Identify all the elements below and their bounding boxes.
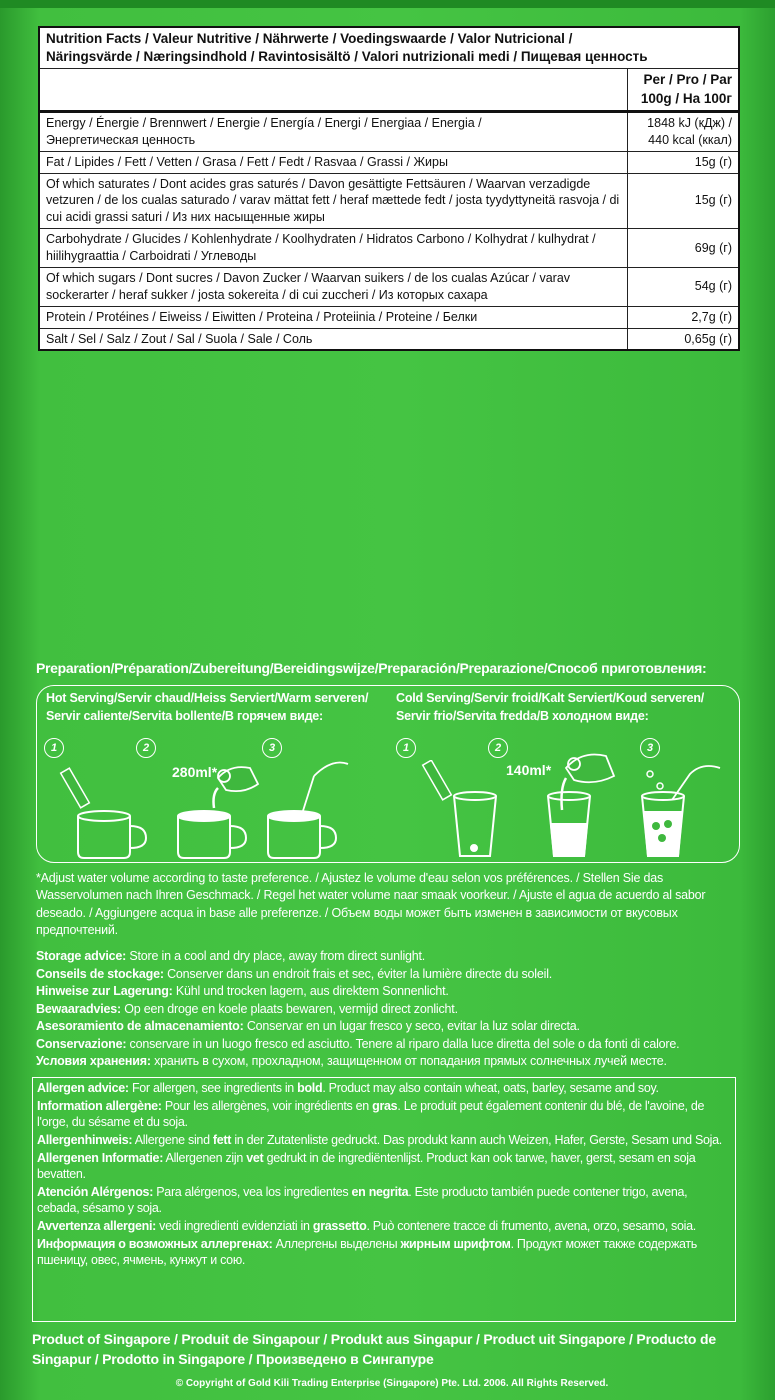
allergen-line xyxy=(37,1184,731,1217)
allergen-bold-word: vet xyxy=(246,1150,264,1165)
stick-pack-icon xyxy=(61,768,90,808)
allergen-line xyxy=(37,1218,731,1235)
allergen-text: . Product may also contain wheat, oats, barley, sesame and soy. xyxy=(322,1081,659,1095)
nutrition-title-line2: Näringsvärde / Næringsindhold / Ravintosisältö / Valori nutrizionali medi / Пищевая ценность xyxy=(46,49,648,65)
nutrient-label: Fat / Lipides / Fett / Vetten / Grasa / Fett / Fedt / Rasvaa / Grassi / Жиры xyxy=(39,151,628,173)
nutrient-value: 69g (г) xyxy=(628,229,740,268)
allergen-label: Information allergène: xyxy=(37,1098,162,1113)
storage-label: Conseils de stockage: xyxy=(36,966,164,981)
nutrition-header-blank xyxy=(39,69,628,111)
allergen-label: Информация о возможных аллергенах: xyxy=(37,1236,273,1251)
nutrition-table xyxy=(38,26,740,351)
cold-step-3-number: 3 xyxy=(640,738,660,758)
preparation-title: Preparation/Préparation/Zubereitung/Bereidingswijze/Preparación/Preparazione/Способ приготовления: xyxy=(36,660,707,676)
hot-serving-title xyxy=(46,690,368,725)
storage-line xyxy=(36,983,748,1001)
allergen-bold-word: fett xyxy=(212,1132,232,1147)
mug-icon xyxy=(78,811,146,858)
nutrition-title-line1: Nutrition Facts / Valeur Nutritive / Nährwerte / Voedingswaarde / Valor Nutricional / xyxy=(46,31,573,46)
nutrient-value: 2,7g (г) xyxy=(628,306,740,328)
nutrient-label: Salt / Sel / Salz / Zout / Sal / Suola / Sale / Соль xyxy=(39,328,628,350)
storage-label: Bewaaradvies: xyxy=(36,1001,121,1016)
nutrient-value xyxy=(628,111,740,151)
hot-serving-title-line1: Hot Serving/Servir chaud/Heiss Serviert/Warm serveren/ xyxy=(46,691,369,705)
nutrient-label: Of which sugars / Dont sucres / Davon Zucker / Waarvan suikers / de los cualas Azúcar / varav sockerarter / heraf sukker / josta sokereita / di cui zuccheri / Из которых сахара xyxy=(39,267,628,306)
nutrition-row-saturates xyxy=(39,173,739,229)
mug-icon xyxy=(268,811,336,858)
nutrition-title xyxy=(39,27,739,69)
allergen-text: Para alérgenos, vea los ingredientes xyxy=(153,1184,352,1199)
allergen-line xyxy=(37,1150,731,1183)
storage-line xyxy=(36,966,748,984)
hot-serving-title-line2: Servir caliente/Servita bollente/В горячем виде: xyxy=(46,708,324,723)
allergen-label: Allergen advice: xyxy=(37,1081,129,1095)
storage-text: Op een droge en koele plaats bewaren, vermijd direct zonlicht. xyxy=(120,1001,458,1016)
nutrient-value: 15g (г) xyxy=(628,173,740,229)
cold-step-1-number: 1 xyxy=(396,738,416,758)
allergen-text: . Può contenere tracce di frumento, avena, orzo, sesamo, soia. xyxy=(366,1219,696,1233)
hot-water-amount: 280ml* xyxy=(172,764,218,780)
allergen-line xyxy=(37,1080,731,1097)
storage-label: Hinweise zur Lagerung: xyxy=(36,984,173,998)
kettle-icon xyxy=(562,755,615,811)
allergen-box xyxy=(32,1077,736,1322)
cold-serving-title-line2: Servir frio/Servita fredda/В холодном виде: xyxy=(396,708,649,723)
storage-label: Asesoramiento de almacenamiento: xyxy=(36,1019,244,1033)
cold-step-2-number: 2 xyxy=(488,738,508,758)
nutrient-label: Carbohydrate / Glucides / Kohlenhydrate / Koolhydraten / Hidratos Carbono / Kolhydrat / kulhydrat / hiilihygraattia / Carboidrati / Углеводы xyxy=(39,229,628,268)
cold-step-2-illustration xyxy=(530,750,640,860)
nutrient-label: Protein / Protéines / Eiweiss / Eiwitten / Proteina / Proteiinia / Proteine / Белки xyxy=(39,306,628,328)
hot-step-2-illustration xyxy=(160,760,270,860)
hot-step-1-illustration xyxy=(56,760,156,860)
nutrient-label: Energy / Énergie / Brennwert / Energie / Energía / Energi / Energiaa / Energia / Энергетическая ценность xyxy=(39,111,628,151)
storage-line xyxy=(36,1053,748,1071)
cold-step-3-illustration xyxy=(640,760,740,860)
storage-text: Kühl und trocken lagern, aus direktem Sonnenlicht. xyxy=(172,984,449,998)
storage-line xyxy=(36,948,748,966)
allergen-text: vedi ingredienti evidenziati in xyxy=(155,1219,313,1233)
allergen-text: Allergene sind xyxy=(132,1132,213,1147)
per-line2: 100g / На 100г xyxy=(640,90,732,106)
allergen-text: Allergenen zijn xyxy=(163,1150,247,1165)
kettle-icon xyxy=(214,767,259,808)
nutrient-value: 0,65g (г) xyxy=(628,328,740,350)
allergen-label: Allergenhinweis: xyxy=(37,1132,133,1147)
nutrient-value: 54g (г) xyxy=(628,267,740,306)
allergen-text: For allergen, see ingredients in xyxy=(128,1081,298,1095)
cold-serving-title-line1: Cold Serving/Servir froid/Kalt Serviert/Koud serveren/ xyxy=(396,691,705,705)
storage-label: Условия хранения: xyxy=(36,1054,151,1068)
storage-line xyxy=(36,1036,748,1054)
hot-step-1-number: 1 xyxy=(44,738,64,758)
copyright-notice: © Copyright of Gold Kili Trading Enterprise (Singapore) Pte. Ltd. 2006. All Rights Reserved. xyxy=(175,1378,609,1389)
nutrition-row-salt xyxy=(39,328,739,350)
hot-step-2-number: 2 xyxy=(136,738,156,758)
storage-text: Conservar en un lugar fresco y seco, evitar la luz solar directa. xyxy=(243,1019,580,1033)
storage-advice xyxy=(36,948,748,1071)
nutrition-row-sugars xyxy=(39,267,739,306)
nutrition-row-carbohydrate xyxy=(39,229,739,268)
per-100g-header xyxy=(628,69,740,111)
allergen-label: Avvertenza allergeni: xyxy=(37,1219,156,1233)
nutrient-value-text: 1848 kJ (кДж) / 440 kcal (ккал) xyxy=(647,115,732,147)
glass-icon xyxy=(548,792,590,856)
hot-step-3-illustration xyxy=(262,758,362,860)
glass-icon xyxy=(642,792,684,856)
allergen-text: in der Zutatenliste gedruckt. Das produkt kann auch Weizen, Hafer, Gerste, Sesam und Soja. xyxy=(231,1132,722,1147)
storage-text: Conserver dans un endroit frais et sec, éviter la lumière directe du soleil. xyxy=(163,966,553,981)
nutrition-row-energy xyxy=(39,111,739,151)
allergen-text: gedrukt in de ingrediëntenlijst. Product kan ook tarwe, haver, gerst, sesam en soja bevatten. xyxy=(37,1150,696,1182)
storage-text: хранить в сухом, прохладном, защищенном от попадания прямых солнечных лучей месте. xyxy=(150,1054,667,1068)
allergen-bold-word: gras xyxy=(372,1098,398,1113)
nutrient-label: Of which saturates / Dont acides gras saturés / Davon gesättigte Fettsäuren / Waarvan verzadigde vetzuren / de los cualas saturado / varav mättat fett / heraf mættede fedt / josta tyydyttyneitä rasvoja / di cui acidi grassi saturi / Из них насыщенные жиры xyxy=(39,173,628,229)
storage-label: Storage advice: xyxy=(36,949,127,963)
glass-icon xyxy=(454,792,496,856)
allergen-bold-word: bold xyxy=(297,1081,323,1095)
water-volume-note: *Adjust water volume according to taste preference. / Ajustez le volume d'eau selon vos préférences. / Stellen Sie das Wasservolumen nach Ihren Geschmack. / Regel het water volume naar smaak voorkeur. / Ajuste el agua de acuerdo al sabor deseado. / Aggiungere acqua in base alle preferenze. / Объем воды может быть изменен в зависимости от вкусовых предпочтений. xyxy=(36,871,706,937)
cold-water-amount: 140ml* xyxy=(506,762,552,778)
nutrition-row-protein xyxy=(39,306,739,328)
storage-text: conservare in un luogo fresco ed asciutto. Tenere al riparo dalla luce diretta del sole o da fonti di calore. xyxy=(126,1036,680,1051)
allergen-label: Atención Alérgenos: xyxy=(37,1184,154,1199)
spoon-stir-icon xyxy=(302,763,348,815)
mug-icon xyxy=(178,811,246,858)
allergen-text: . Продукт может также содержать пшеницу, овес, ячмень, кунжут и сою. xyxy=(37,1236,698,1268)
allergen-text: . Este producto también puede contener trigo, avena, cebada, sésamo y soja. xyxy=(37,1184,688,1216)
allergen-bold-word: жирным шрифтом xyxy=(400,1236,511,1251)
nutrition-row-fat xyxy=(39,151,739,173)
cold-step-1-illustration xyxy=(410,760,500,860)
stick-pack-icon xyxy=(423,760,452,800)
nutrient-value: 15g (г) xyxy=(628,151,740,173)
allergen-line xyxy=(37,1236,731,1269)
storage-line xyxy=(36,1001,748,1019)
country-of-origin: Product of Singapore / Produit de Singapour / Produkt aus Singapur / Product uit Singapore / Producto de Singapur / Prodotto in Singapore / Произведено в Сингапуре xyxy=(32,1331,716,1367)
storage-line xyxy=(36,1018,748,1036)
allergen-line xyxy=(37,1098,731,1131)
package-top-edge xyxy=(0,0,775,8)
storage-text: Store in a cool and dry place, away from direct sunlight. xyxy=(126,949,426,963)
allergen-label: Allergenen Informatie: xyxy=(37,1150,164,1165)
per-line1: Per / Pro / Par xyxy=(643,72,732,88)
allergen-bold-word: en negrita xyxy=(351,1184,409,1199)
cold-serving-title xyxy=(396,690,704,725)
allergen-bold-word: grassetto xyxy=(312,1219,367,1233)
allergen-text: . Le produit peut également contenir du blé, de l'avoine, de l'orge, du sésame et du soja. xyxy=(37,1098,705,1130)
hot-step-3-number: 3 xyxy=(262,738,282,758)
allergen-line xyxy=(37,1132,731,1149)
allergen-text: Аллергены выделены xyxy=(272,1236,401,1251)
allergen-text: Pour les allergènes, voir ingrédients en xyxy=(161,1098,373,1113)
storage-label: Conservazione: xyxy=(36,1036,127,1051)
